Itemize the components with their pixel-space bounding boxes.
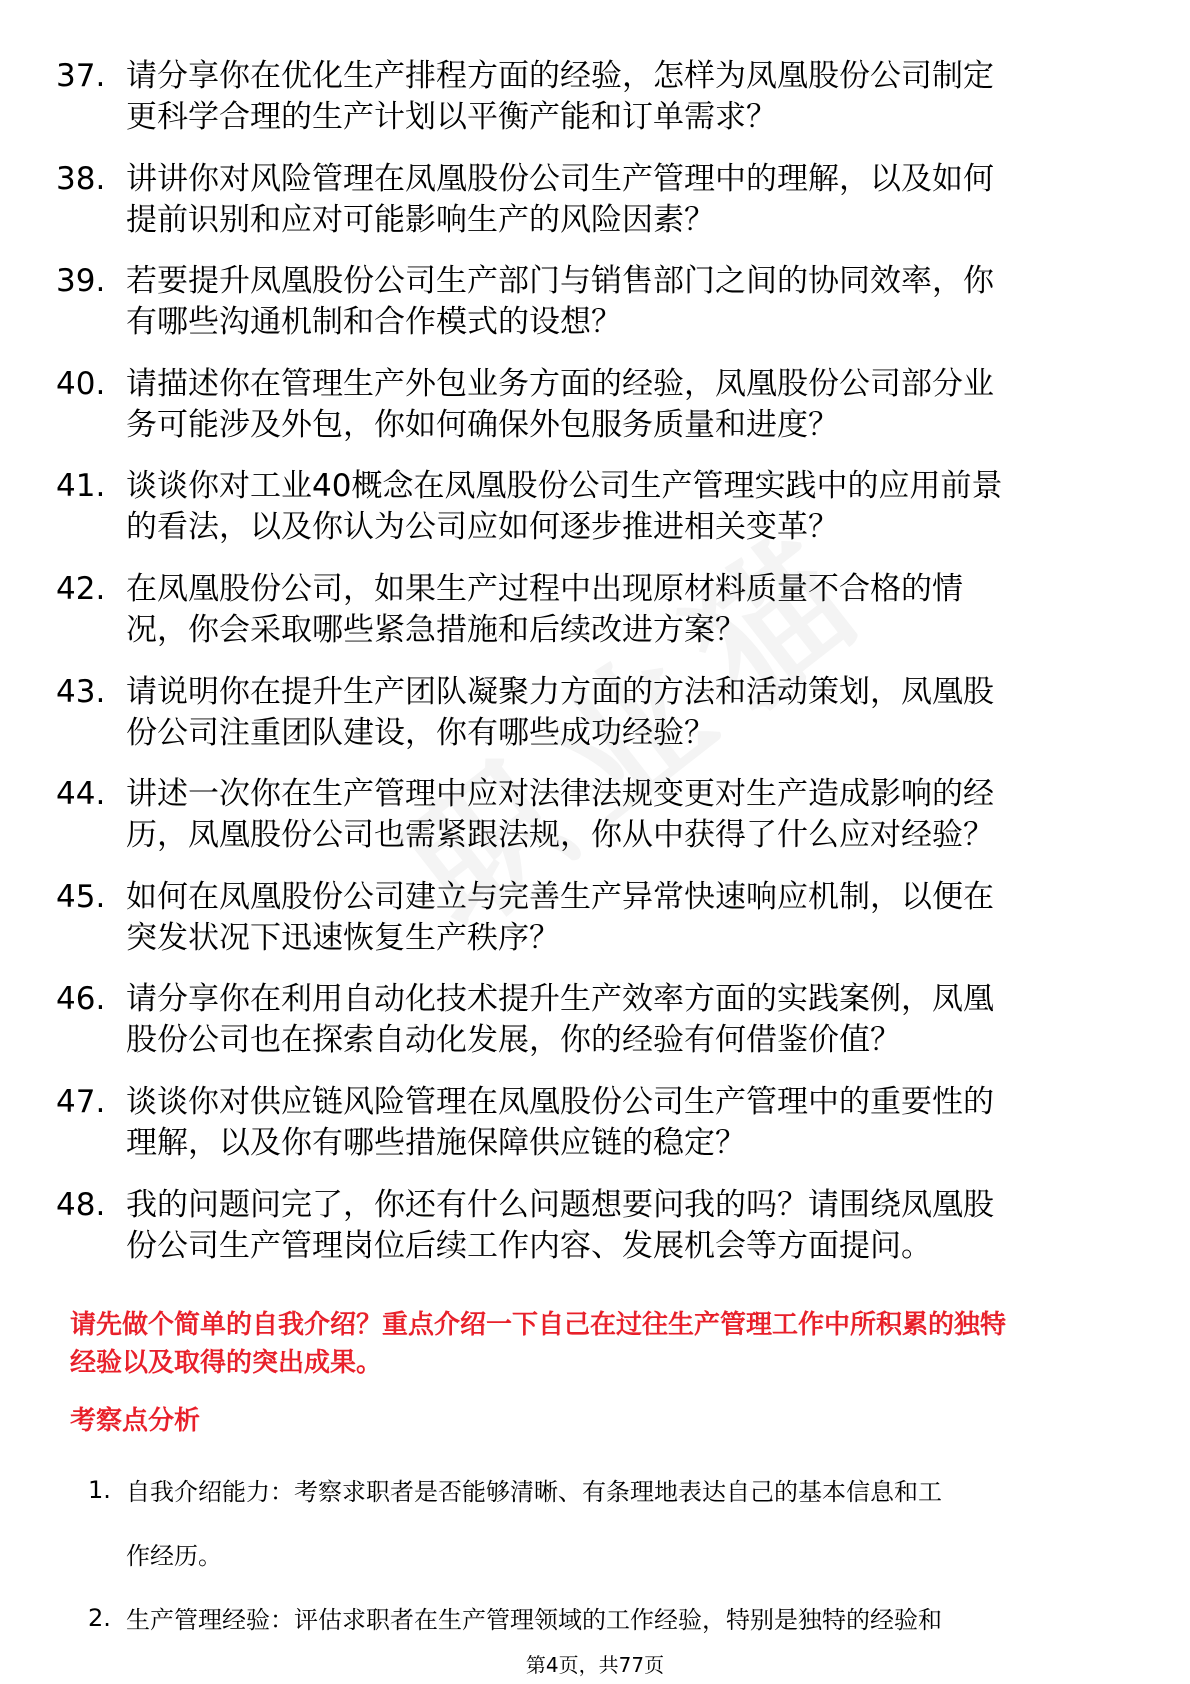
- analysis-list: [0, 1476, 1190, 1668]
- question-text: 若要提升凤凰股份公司生产部门与销售部门之间的协同效率，你 有哪些沟通机制和合作模式的设想？: [126, 263, 994, 341]
- question-number: 41.: [56, 468, 106, 505]
- page-footer: 第4页，共77页: [525, 1653, 665, 1677]
- question-item: [0, 1082, 1190, 1185]
- intro-question-heading: 请先做个简单的自我介绍？重点介绍一下自己在过往生产管理工作中所积累的独特 经验以及取得的突出成果。: [70, 1310, 1007, 1378]
- question-item: [0, 159, 1190, 262]
- question-text: 谈谈你对供应链风险管理在凤凰股份公司生产管理中的重要性的 理解，以及你有哪些措施保障供应链的稳定？: [126, 1083, 994, 1161]
- analysis-number: 1.: [88, 1476, 111, 1504]
- analysis-title: 考察点分析: [70, 1406, 201, 1436]
- analysis-text: 自我介绍能力：考察求职者是否能够清晰、有条理地表达自己的基本信息和工 作经历。: [126, 1478, 942, 1570]
- question-item: [0, 261, 1190, 364]
- question-number: 46.: [56, 981, 106, 1018]
- question-text: 在凤凰股份公司，如果生产过程中出现原材料质量不合格的情 况，你会采取哪些紧急措施和后续改进方案？: [126, 570, 963, 648]
- question-number: 39.: [56, 263, 106, 300]
- question-item: [0, 774, 1190, 877]
- question-number: 42.: [56, 570, 106, 607]
- question-item: [0, 979, 1190, 1082]
- question-number: 38.: [56, 160, 106, 197]
- question-text: 请分享你在优化生产排程方面的经验，怎样为凤凰股份公司制定 更科学合理的生产计划以平衡产能和订单需求？: [126, 58, 994, 135]
- question-number: 40.: [56, 365, 106, 402]
- question-text: 谈谈你对工业40概念在凤凰股份公司生产管理实践中的应用前景 的看法，以及你认为公司应如何逐步推进相关变革？: [126, 468, 1003, 546]
- question-number: 43.: [56, 673, 106, 710]
- question-item: [0, 1185, 1190, 1288]
- question-item: [0, 56, 1190, 159]
- analysis-text: 生产管理经验：评估求职者在生产管理领域的工作经验，特别是独特的经验和: [126, 1606, 942, 1634]
- analysis-number: 2.: [88, 1604, 111, 1632]
- question-item: [0, 672, 1190, 775]
- question-text: 请描述你在管理生产外包业务方面的经验，凤凰股份公司部分业 务可能涉及外包，你如何确保外包服务质量和进度？: [126, 365, 994, 443]
- question-number: 45.: [56, 878, 106, 915]
- question-text: 讲讲你对风险管理在凤凰股份公司生产管理中的理解，以及如何 提前识别和应对可能影响生产的风险因素？: [126, 160, 994, 238]
- question-text: 请说明你在提升生产团队凝聚力方面的方法和活动策划，凤凰股 份公司注重团队建设，你有哪些成功经验？: [126, 673, 994, 751]
- question-number: 47.: [56, 1083, 106, 1120]
- question-text: 讲述一次你在生产管理中应对法律法规变更对生产造成影响的经 历，凤凰股份公司也需紧跟法规，你从中获得了什么应对经验？: [126, 776, 994, 854]
- question-list: [0, 56, 1190, 1287]
- question-item: [0, 877, 1190, 980]
- question-item: [0, 364, 1190, 467]
- question-text: 我的问题问完了，你还有什么问题想要问我的吗？请围绕凤凰股 份公司生产管理岗位后续工作内容、发展机会等方面提问。: [126, 1186, 994, 1264]
- analysis-item: [0, 1476, 1190, 1604]
- question-item: [0, 569, 1190, 672]
- question-item: [0, 466, 1190, 569]
- question-text: 请分享你在利用自动化技术提升生产效率方面的实践案例，凤凰 股份公司也在探索自动化发展，你的经验有何借鉴价值？: [126, 981, 994, 1059]
- question-text: 如何在凤凰股份公司建立与完善生产异常快速响应机制，以便在 突发状况下迅速恢复生产秩序？: [126, 878, 994, 956]
- question-number: 48.: [56, 1186, 106, 1223]
- question-number: 37.: [56, 58, 106, 94]
- question-number: 44.: [56, 776, 106, 813]
